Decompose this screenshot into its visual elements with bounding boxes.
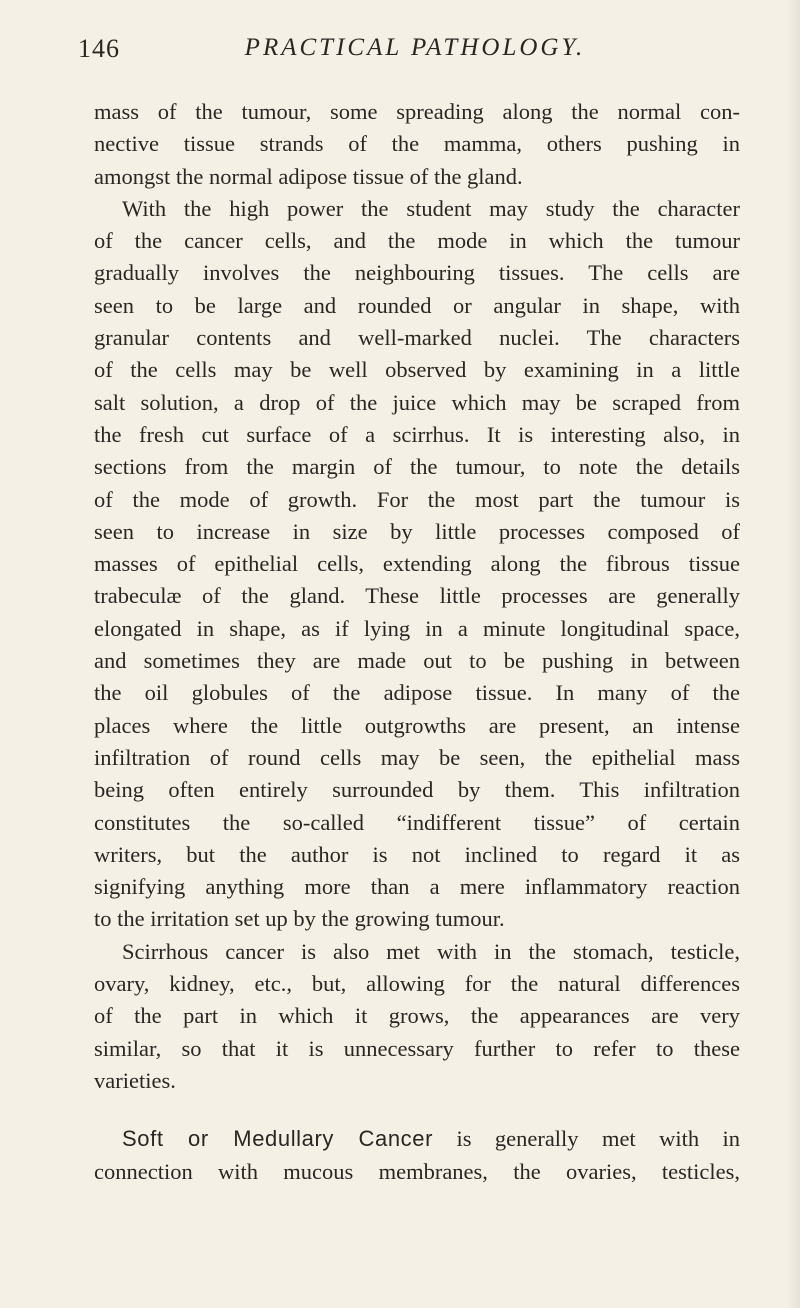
text-line: places where the little outgrowths are present, an intense (94, 712, 740, 738)
text-line: of the mode of growth. For the most part the tumour is (94, 486, 740, 512)
text-line: With the high power the student may study the character (122, 195, 740, 221)
text-line: the oil globules of the adipose tissue. In many of the (94, 680, 740, 706)
text-line: constitutes the so-called “indifferent tissue” of certain (94, 809, 740, 835)
text-line: signifying anything more than a mere inflammatory reaction (94, 874, 740, 900)
section-heading: Soft or Medullary Cancer (122, 1126, 434, 1152)
text-line: ovary, kidney, etc., but, allowing for the natural differences (94, 971, 740, 997)
text-line: similar, so that it is unnecessary further to refer to these (94, 1035, 740, 1061)
text-line: trabeculæ of the gland. These little processes are generally (94, 583, 740, 609)
text-line: masses of epithelial cells, extending along the fibrous tissue (94, 551, 740, 577)
text-line: gradually involves the neighbouring tissues. The cells are (94, 260, 740, 286)
text-line: nective tissue strands of the mamma, others pushing in (94, 131, 740, 157)
running-head: PRACTICAL PATHOLOGY. (244, 34, 586, 61)
text-line: Scirrhous cancer is also met with in the stomach, testicle, (122, 938, 740, 964)
text-line: writers, but the author is not inclined to regard it as (94, 841, 740, 867)
text-line: and sometimes they are made out to be pushing in between (94, 648, 740, 674)
text-line: connection with mucous membranes, the ovaries, testicles, (94, 1158, 740, 1184)
text-line: sections from the margin of the tumour, to note the details (94, 454, 740, 480)
text-line: of the cells may be well observed by examining in a little (94, 357, 740, 383)
text-line: elongated in shape, as if lying in a minute longitudinal space, (94, 615, 740, 641)
page-number: 146 (78, 34, 120, 63)
section-first-line (94, 1123, 740, 1155)
section-line-rest: is generally met with in (433, 1126, 740, 1152)
text-line: to the irritation set up by the growing tumour. (94, 906, 505, 932)
text-line: seen to increase in size by little processes composed of (94, 518, 740, 544)
text-line: of the cancer cells, and the mode in which the tumour (94, 228, 740, 254)
page-edge-shadow (786, 0, 800, 1308)
body-text (94, 96, 740, 1188)
text-line: infiltration of round cells may be seen, the epithelial mass (94, 744, 740, 770)
page-header (70, 34, 730, 70)
section-gap (94, 1097, 740, 1123)
text-line: of the part in which it grows, the appearances are very (94, 1003, 740, 1029)
text-line: mass of the tumour, some spreading along the normal con- (94, 99, 740, 124)
text-line: salt solution, a drop of the juice which may be scraped from (94, 389, 740, 415)
text-line: granular contents and well-marked nuclei. The characters (94, 325, 740, 351)
text-line: being often entirely surrounded by them. This infiltration (94, 777, 740, 803)
text-line: seen to be large and rounded or angular in shape, with (94, 292, 740, 318)
text-line: amongst the normal adipose tissue of the gland. (94, 163, 523, 189)
text-line: varieties. (94, 1067, 176, 1093)
text-line: the fresh cut surface of a scirrhus. It is interesting also, in (94, 421, 740, 447)
